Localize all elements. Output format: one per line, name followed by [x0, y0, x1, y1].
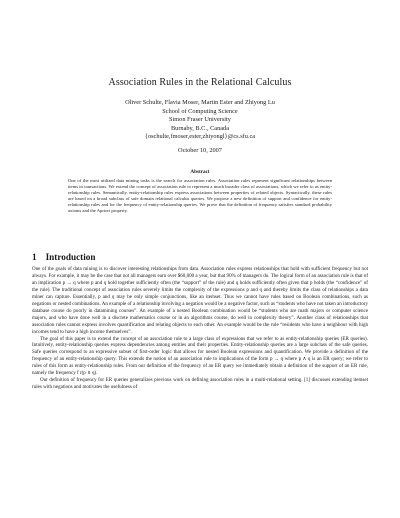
section-number: 1	[32, 252, 37, 262]
paragraph-3: Our definition of frequency for ER queries generalizes previous work on defining association rules in a multi-relational setting. [1] discusses extending itemset rules with negations and motivates the usefulness of	[32, 377, 368, 391]
affiliation-location: Burnaby, B.C., Canada	[170, 124, 229, 132]
section-heading	[32, 252, 95, 262]
affiliation-university: Simon Fraser University	[169, 116, 231, 124]
section-title: Introduction	[45, 252, 96, 262]
paper-title: Association Rules in the Relational Calculus	[108, 77, 292, 88]
paper-date: October 10, 2007	[178, 147, 222, 154]
paragraph-2: The goal of this paper is to extend the concept of an association rule to a large class of expressions that we refer to as entity-relationship queries (ER queries). Intuitively, entity-relationship queries express dependencies among entities and their properties. Entity-relationship queries are a large subclass of the safe queries. Safe queries correspond to an expressive subset of first-order logic that allows for nested Boolean expressions and quantification. We provide a definition of the frequency of an entity-relationship query. This extends the notion of an association rule to implications of the form p → q where p ∧ q is an ER query; we refer to rules of this form as entity-relationship rules. From our definition of the frequency of an ER query we immediately obtain a definition of the support of an ER rule, namely the frequency f r(p ∧ q).	[32, 335, 368, 377]
section-body	[32, 266, 368, 391]
author-names: Oliver Schulte, Flavia Moser, Martin Ester and Zhiyong Lu	[125, 99, 275, 106]
abstract-heading: Abstract	[190, 169, 210, 175]
author-block	[0, 99, 400, 142]
affiliation-school: School of Computing Science	[162, 107, 238, 115]
author-emails: {oschulte,fmoser,ester,zhiyongl}@cs.sfu.ca	[144, 133, 256, 141]
paragraph-1: One of the goals of data mining is to discover interesting relationships from data. Association rules express relationships that hold with sufficient frequency but not always. For example, it may be the case that not all managers earn over $60,000 a year, but that 90% of managers do. The logical form of an association rule is that of an implication p → q where p and q hold together sufficiently often (the “support” of the rule) and q holds sufficiently often given that p holds (the “confidence” of the rule). The traditional concept of association rules severely limits the complexity of the expressions p and q and thereby limits the class of relationships a data miner can capture. Essentially, p and q may be only simple conjunctions, like an itemset. Thus we cannot have rules based on Boolean combinations, such as negations or nested combinations. An example of a relationship involving a negation would be a negative factor, such as “students who have not taken an introductory database course do poorly in datamining courses”. An example of a nested Boolean combination would be “students who are math majors or computer science majors, and who have done well in a discrete mathematics course or in an algorithms course, do well in complexity theory”. Another class of relationships that association rules cannot express involves quantification and relating objects to each other. An example would be the rule “residents who have a neighbour with high incomes tend to have a high income themselves”.	[32, 266, 368, 335]
abstract-text: One of the most utilized data mining tasks is the search for association rules. Association rules represent significant relationships between items in transactions. We extend the concept of association rule to represent a much broader class of associations, which we refer to as entity-relationship rules. Semantically, entity-relationship rules express associations between properties of related objects. Syntactically, these rules are based on a broad subclass of safe domain relational calculus queries. We propose a new definition of support and confidence for entity-relationship rules and for the frequency of entity-relationship queries. We prove that the definition of frequency satisfies standard probability axioms and the Apriori property.	[68, 178, 332, 214]
